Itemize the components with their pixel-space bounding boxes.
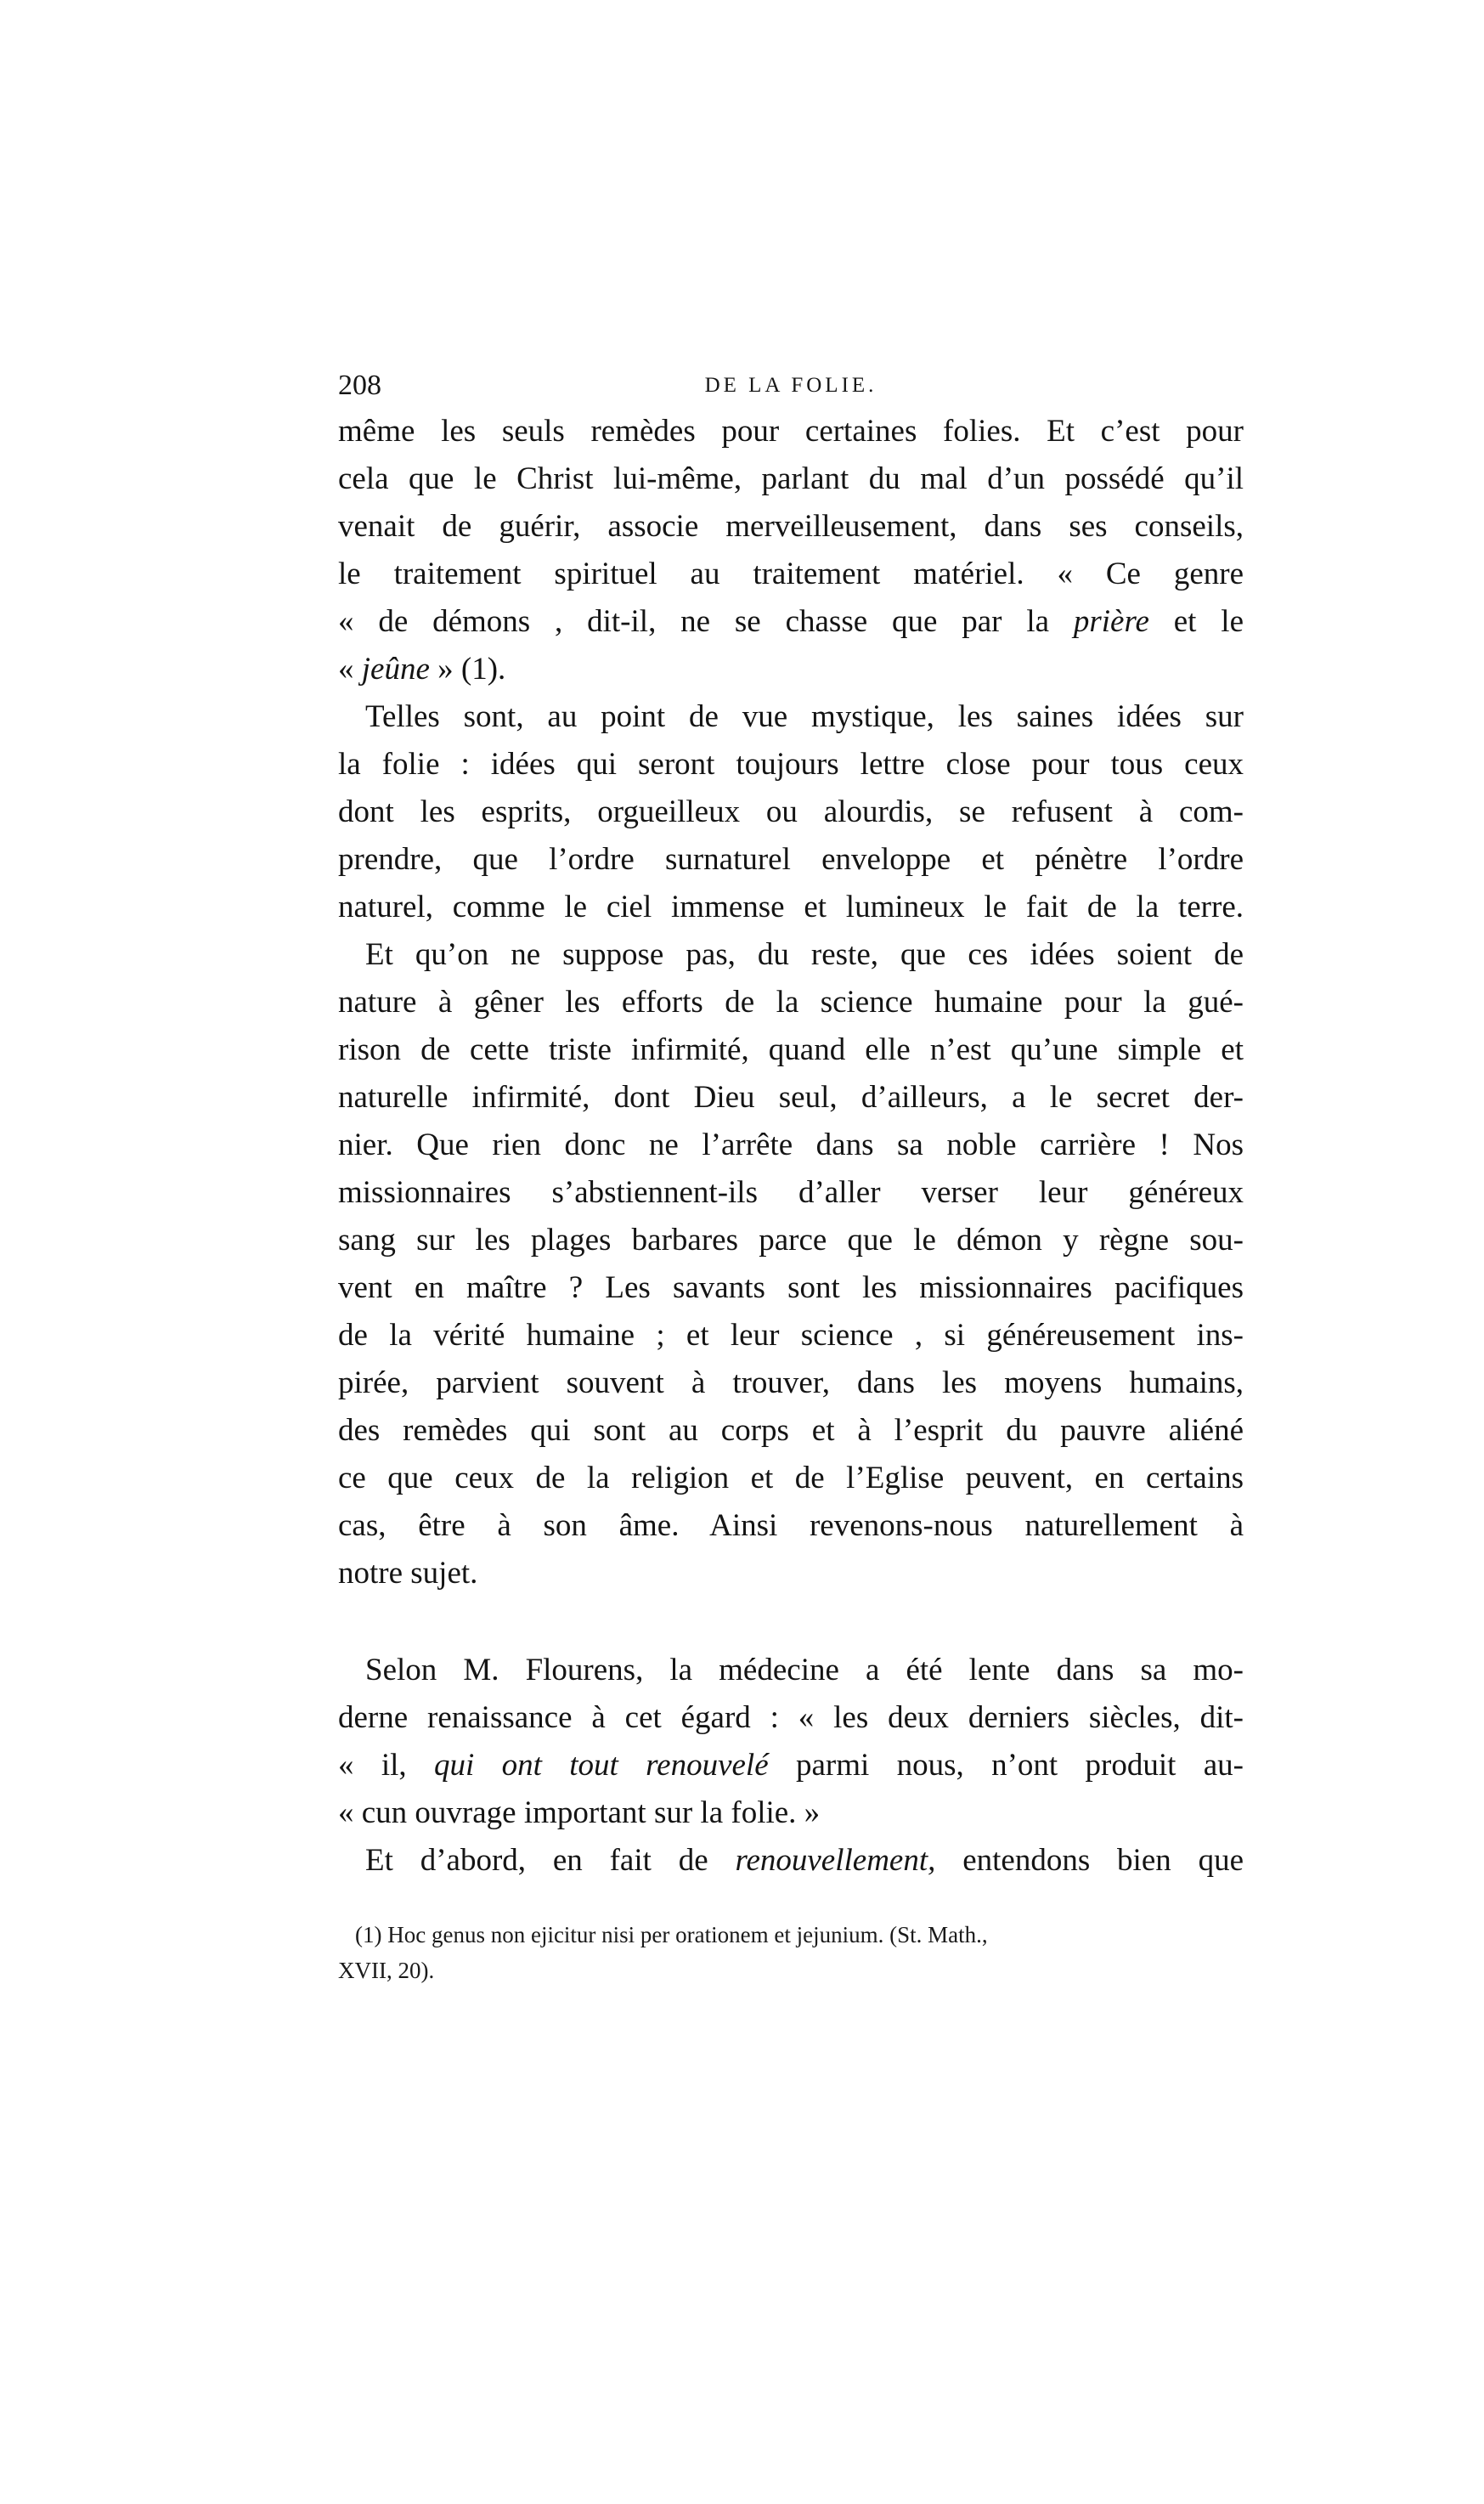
text-line: Selon M. Flourens, la médecine a été lente dans sa mo-	[365, 1653, 1244, 1687]
text-line	[338, 598, 1244, 646]
body-text	[338, 408, 1244, 1885]
text-line: venait de guérir, associe merveilleusement, dans ses conseils,	[338, 509, 1244, 544]
text-run: Et d’abord, en fait de	[365, 1843, 736, 1878]
text-run: « il,	[338, 1748, 434, 1783]
paragraph	[338, 408, 1244, 693]
text-line: pirée, parvient souvent à trouver, dans les moyens humains,	[338, 1365, 1244, 1400]
text-line	[338, 1742, 1244, 1789]
italic-text: jeûne	[361, 652, 430, 687]
text-line: vent en maître ? Les savants sont les missionnaires pacifiques	[338, 1270, 1244, 1305]
italic-text: qui ont tout renouvelé	[434, 1748, 769, 1783]
paragraph	[338, 1837, 1244, 1885]
text-line: prendre, que l’ordre surnaturel enveloppe et pénètre l’ordre	[338, 842, 1244, 877]
page-number: 208	[338, 370, 381, 401]
text-run: et le	[1148, 604, 1244, 639]
text-line: la folie : idées qui seront toujours lettre close pour tous ceux	[338, 747, 1244, 782]
text-line: Telles sont, au point de vue mystique, les saines idées sur	[365, 699, 1244, 734]
text-line: notre sujet.	[338, 1556, 478, 1591]
text-line	[338, 646, 1244, 693]
text-line: le traitement spirituel au traitement matériel. « Ce genre	[338, 557, 1244, 591]
text-run: «	[338, 652, 362, 687]
text-line: nier. Que rien donc ne l’arrête dans sa noble carrière ! Nos	[338, 1128, 1244, 1162]
text-line: cas, être à son âme. Ainsi revenons-nous naturellement à	[338, 1508, 1244, 1543]
text-line: derne renaissance à cet égard : « les deux derniers siècles, dit-	[338, 1700, 1244, 1735]
text-line	[338, 1837, 1244, 1885]
footnote	[338, 1917, 1244, 1988]
text-line: cela que le Christ lui-même, parlant du mal d’un possédé qu’il	[338, 461, 1244, 496]
text-line: de la vérité humaine ; et leur science , si généreusement ins-	[338, 1318, 1244, 1353]
footnote-line: (1) Hoc genus non ejicitur nisi per orationem et jejunium. (St. Math.,	[355, 1922, 988, 1947]
italic-text: renouvellement,	[735, 1843, 936, 1878]
paragraph-gap	[338, 1597, 1244, 1647]
text-run: entendons bien que	[935, 1843, 1244, 1878]
text-line: missionnaires s’abstiennent-ils d’aller verser leur généreux	[338, 1175, 1244, 1210]
running-title: DE LA FOLIE.	[704, 374, 877, 397]
text-line: « cun ouvrage important sur la folie. »	[338, 1795, 821, 1830]
text-line: même les seuls remèdes pour certaines folies. Et c’est pour	[338, 414, 1244, 449]
text-line: nature à gêner les efforts de la science humaine pour la gué-	[338, 985, 1244, 1020]
paragraph	[338, 1647, 1244, 1837]
text-line: dont les esprits, orgueilleux ou alourdis, se refusent à com-	[338, 794, 1244, 829]
text-line: naturelle infirmité, dont Dieu seul, d’ailleurs, a le secret der-	[338, 1080, 1244, 1115]
paragraph	[338, 693, 1244, 931]
text-run: « de démons , dit-il, ne se chasse que par la	[338, 604, 1074, 639]
text-line: sang sur les plages barbares parce que le démon y règne sou-	[338, 1223, 1244, 1258]
italic-text: prière	[1073, 604, 1149, 639]
text-line: ce que ceux de la religion et de l’Eglise peuvent, en certains	[338, 1461, 1244, 1495]
text-line: naturel, comme le ciel immense et lumineux le fait de la terre.	[338, 890, 1244, 924]
text-line: Et qu’on ne suppose pas, du reste, que ces idées soient de	[365, 937, 1244, 972]
running-head	[338, 367, 1244, 404]
text-line: rison de cette triste infirmité, quand elle n’est qu’une simple et	[338, 1032, 1244, 1067]
text-line: des remèdes qui sont au corps et à l’esprit du pauvre aliéné	[338, 1413, 1244, 1448]
footnote-line: XVII, 20).	[338, 1958, 435, 1983]
text-run: » (1).	[429, 652, 506, 687]
text-run: parmi nous, n’ont produit au-	[768, 1748, 1244, 1783]
paragraph	[338, 931, 1244, 1597]
